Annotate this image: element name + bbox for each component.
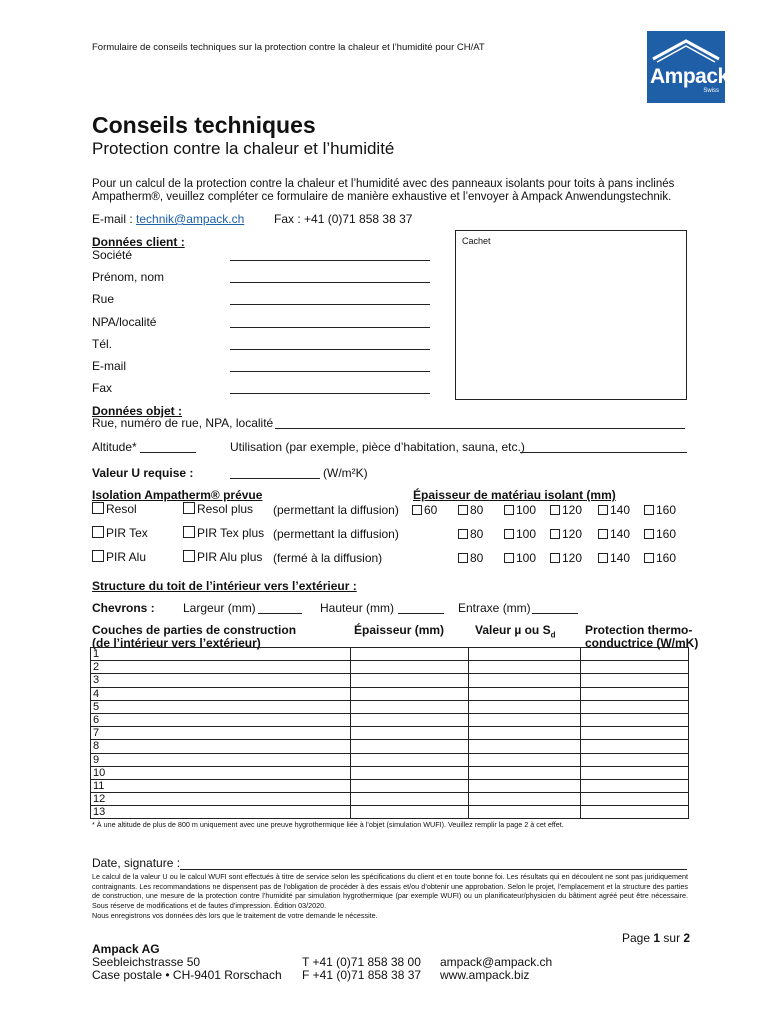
row-number[interactable]: 7 xyxy=(91,727,351,740)
row-number[interactable]: 2 xyxy=(91,661,351,674)
footer-postbox: Case postale • CH-9401 Rorschach xyxy=(92,968,282,982)
option-resol[interactable]: Resol xyxy=(92,502,137,516)
usage-input[interactable] xyxy=(520,439,687,453)
table-row xyxy=(91,766,689,779)
table-cell[interactable] xyxy=(351,766,469,779)
table-cell[interactable] xyxy=(581,700,689,713)
col-layers-header: Couches de parties de construction xyxy=(92,623,297,637)
checkbox-icon[interactable] xyxy=(644,529,654,539)
contact-email xyxy=(92,212,244,226)
table-cell[interactable] xyxy=(351,700,469,713)
table-row xyxy=(91,727,689,740)
row-number[interactable]: 10 xyxy=(91,766,351,779)
client-field-input[interactable] xyxy=(230,336,430,350)
client-field-label: Société xyxy=(92,248,133,262)
table-row xyxy=(91,779,689,792)
checkbox-icon[interactable] xyxy=(92,526,104,538)
table-cell[interactable] xyxy=(351,806,469,819)
checkbox-icon[interactable] xyxy=(183,502,195,514)
checkbox-icon[interactable] xyxy=(183,550,195,562)
largeur-input[interactable] xyxy=(258,600,302,614)
page-subtitle: Protection contre la chaleur et l’humidité xyxy=(92,139,395,158)
size-option[interactable]: 140 xyxy=(598,527,630,541)
footer-email[interactable]: ampack@ampack.ch xyxy=(440,955,553,969)
client-field-label: E-mail xyxy=(92,359,127,373)
checkbox-icon[interactable] xyxy=(504,553,514,563)
table-cell[interactable] xyxy=(581,779,689,792)
size-option[interactable]: 120 xyxy=(550,527,582,541)
table-row xyxy=(91,753,689,766)
table-cell[interactable] xyxy=(581,661,689,674)
checkbox-icon[interactable] xyxy=(504,505,514,515)
client-field-input[interactable] xyxy=(230,247,430,261)
layers-table xyxy=(90,647,689,819)
size-option[interactable]: 80 xyxy=(458,503,483,517)
altitude-label: Altitude* xyxy=(92,440,137,454)
row-number[interactable]: 4 xyxy=(91,687,351,700)
structure-heading: Structure du toit de l’intérieur vers l’extérieur : xyxy=(92,579,357,593)
checkbox-icon[interactable] xyxy=(412,505,422,515)
table-cell[interactable] xyxy=(469,740,581,753)
size-option[interactable]: 140 xyxy=(598,551,630,565)
checkbox-icon[interactable] xyxy=(183,526,195,538)
option-note: (fermé à la diffusion) xyxy=(273,551,383,565)
checkbox-icon[interactable] xyxy=(598,505,608,515)
checkbox-icon[interactable] xyxy=(92,550,104,562)
col-thickness-header: Épaisseur (mm) xyxy=(354,623,445,637)
size-option[interactable]: 60 xyxy=(412,503,437,517)
table-cell[interactable] xyxy=(469,766,581,779)
table-cell[interactable] xyxy=(351,779,469,792)
table-row xyxy=(91,740,689,753)
signature-label: Date, signature : xyxy=(92,856,181,870)
option-pir-alu[interactable]: PIR Alu xyxy=(92,550,146,564)
page-title: Conseils techniques xyxy=(92,112,316,138)
table-cell[interactable] xyxy=(581,648,689,661)
option-note: (permettant la diffusion) xyxy=(273,503,399,517)
table-cell[interactable] xyxy=(469,806,581,819)
size-option[interactable]: 100 xyxy=(504,551,536,565)
size-option[interactable]: 140 xyxy=(598,503,630,517)
intro-line-2: Ampatherm®, veuillez compléter ce formulaire de manière exhaustive et l’envoyer à Ampack Anwendungstechnik. xyxy=(92,191,672,203)
checkbox-icon[interactable] xyxy=(504,529,514,539)
row-number[interactable]: 13 xyxy=(91,806,351,819)
table-row xyxy=(91,713,689,726)
checkbox-icon[interactable] xyxy=(458,529,468,539)
client-field-label: Tél. xyxy=(92,337,113,351)
table-cell[interactable] xyxy=(581,713,689,726)
checkbox-icon[interactable] xyxy=(458,505,468,515)
col-lambda-header-sub: conductrice (W/mK) xyxy=(585,636,699,650)
table-cell[interactable] xyxy=(351,674,469,687)
footer-street: Seebleichstrasse 50 xyxy=(92,955,201,969)
intro-line-1: Pour un calcul de la protection contre la chaleur et l’humidité avec des panneaux isolants pour toits à pans inclinés xyxy=(92,178,675,190)
table-cell[interactable] xyxy=(469,753,581,766)
table-row xyxy=(91,700,689,713)
roof-icon xyxy=(647,35,725,65)
checkbox-icon[interactable] xyxy=(458,553,468,563)
table-cell[interactable] xyxy=(469,661,581,674)
table-cell[interactable] xyxy=(581,793,689,806)
email-link[interactable]: technik@ampack.ch xyxy=(136,212,245,226)
hauteur-input[interactable] xyxy=(398,600,444,614)
table-cell[interactable] xyxy=(351,753,469,766)
table-cell[interactable] xyxy=(581,806,689,819)
col-lambda-header: Protection thermo- xyxy=(585,623,693,637)
table-row xyxy=(91,806,689,819)
client-field-label: NPA/localité xyxy=(92,315,157,329)
logo-subtext: Swiss xyxy=(703,88,719,94)
table-cell[interactable] xyxy=(469,648,581,661)
size-option[interactable]: 120 xyxy=(550,551,582,565)
size-option[interactable]: 80 xyxy=(458,527,483,541)
client-field-input[interactable] xyxy=(230,358,430,372)
address-input[interactable] xyxy=(275,415,685,429)
size-option[interactable]: 100 xyxy=(504,527,536,541)
col-layers-header-sub: (de l’intérieur vers l’extérieur) xyxy=(92,636,261,650)
table-cell[interactable] xyxy=(351,740,469,753)
row-number[interactable]: 5 xyxy=(91,700,351,713)
footer-web[interactable]: www.ampack.biz xyxy=(440,968,530,982)
ampack-logo xyxy=(647,31,729,103)
footer-fax: F +41 (0)71 858 38 37 xyxy=(302,968,422,982)
size-option[interactable]: 100 xyxy=(504,503,536,517)
table-row xyxy=(91,648,689,661)
table-cell[interactable] xyxy=(581,740,689,753)
footnote: * À une altitude de plus de 800 m uniquement avec une preuve hygrothermique liée à l’objet (simulation WUFI). Veuillez remplir la page 2 à cet effet. xyxy=(92,820,564,829)
size-option[interactable]: 160 xyxy=(644,551,676,565)
client-field-input[interactable] xyxy=(230,269,430,283)
cachet-label: Cachet xyxy=(462,236,491,246)
cachet-box xyxy=(455,230,687,400)
table-cell[interactable] xyxy=(469,793,581,806)
client-field-label: Fax xyxy=(92,381,113,395)
table-row xyxy=(91,687,689,700)
table-cell[interactable] xyxy=(469,713,581,726)
altitude-input[interactable] xyxy=(140,439,196,453)
email-label: E-mail : xyxy=(92,212,137,226)
row-number[interactable]: 12 xyxy=(91,793,351,806)
table-cell[interactable] xyxy=(469,779,581,792)
address-label: Rue, numéro de rue, NPA, localité xyxy=(92,416,274,430)
size-option[interactable]: 160 xyxy=(644,527,676,541)
row-number[interactable]: 11 xyxy=(91,779,351,792)
table-row xyxy=(91,674,689,687)
entraxe-input[interactable] xyxy=(532,600,578,614)
footer-company: Ampack AG xyxy=(92,942,160,956)
object-heading: Données objet : xyxy=(92,404,183,418)
col-mu-header: Valeur µ ou $S_d$ xyxy=(475,623,556,640)
row-number[interactable]: 1 xyxy=(91,648,351,661)
table-cell[interactable] xyxy=(351,727,469,740)
table-cell[interactable] xyxy=(351,661,469,674)
u-value-input[interactable] xyxy=(230,465,320,479)
option-note: (permettant la diffusion) xyxy=(273,527,399,541)
client-field-input[interactable] xyxy=(230,291,430,305)
size-option[interactable]: 80 xyxy=(458,551,483,565)
size-option[interactable]: 160 xyxy=(644,503,676,517)
table-cell[interactable] xyxy=(351,793,469,806)
table-cell[interactable] xyxy=(581,727,689,740)
checkbox-icon[interactable] xyxy=(644,553,654,563)
table-row xyxy=(91,661,689,674)
table-cell[interactable] xyxy=(469,727,581,740)
table-cell[interactable] xyxy=(351,687,469,700)
insulation-heading: Isolation Ampatherm® prévue xyxy=(92,488,263,502)
row-number[interactable]: 9 xyxy=(91,753,351,766)
checkbox-icon[interactable] xyxy=(92,502,104,514)
u-value-unit: (W/m²K) xyxy=(323,466,368,480)
row-number[interactable]: 6 xyxy=(91,713,351,726)
largeur-label: Largeur (mm) xyxy=(183,601,256,615)
row-number[interactable]: 3 xyxy=(91,674,351,687)
client-field-input[interactable] xyxy=(230,380,430,394)
thickness-heading: Épaisseur de matériau isolant (mm) xyxy=(413,488,616,502)
size-option[interactable]: 120 xyxy=(550,503,582,517)
client-heading: Données client : xyxy=(92,235,185,249)
page-number: Page 1 sur 2 xyxy=(622,931,691,945)
running-header: Formulaire de conseils techniques sur la protection contre la chaleur et l’humidité pour CH/AT xyxy=(92,42,485,53)
option-pir-tex-plus[interactable]: PIR Tex plus xyxy=(183,526,264,540)
option-pir-alu-plus[interactable]: PIR Alu plus xyxy=(183,550,262,564)
signature-input[interactable] xyxy=(180,856,687,870)
privacy-note: Nous enregistrons vos données dès lors que le traitement de votre demande le nécessite. xyxy=(92,911,378,920)
table-cell[interactable] xyxy=(469,700,581,713)
usage-label: Utilisation (par exemple, pièce d’habitation, sauna, etc.) xyxy=(230,440,525,454)
table-cell[interactable] xyxy=(351,648,469,661)
checkbox-icon[interactable] xyxy=(598,529,608,539)
table-cell[interactable] xyxy=(351,713,469,726)
u-value-label: Valeur U requise : xyxy=(92,466,194,480)
checkbox-icon[interactable] xyxy=(598,553,608,563)
logo-wordmark: Ampack xyxy=(650,65,729,88)
checkbox-icon[interactable] xyxy=(550,553,560,563)
option-resol-plus[interactable]: Resol plus xyxy=(183,502,253,516)
entraxe-label: Entraxe (mm) xyxy=(458,601,531,615)
checkbox-icon[interactable] xyxy=(550,529,560,539)
client-field-label: Prénom, nom xyxy=(92,270,165,284)
hauteur-label: Hauteur (mm) xyxy=(320,601,395,615)
row-number[interactable]: 8 xyxy=(91,740,351,753)
table-cell[interactable] xyxy=(469,687,581,700)
client-field-input[interactable] xyxy=(230,314,430,328)
table-cell[interactable] xyxy=(581,766,689,779)
chevrons-label: Chevrons : xyxy=(92,601,155,615)
table-row xyxy=(91,793,689,806)
option-pir-tex[interactable]: PIR Tex xyxy=(92,526,148,540)
checkbox-icon[interactable] xyxy=(644,505,654,515)
table-cell[interactable] xyxy=(469,674,581,687)
table-cell[interactable] xyxy=(581,674,689,687)
contact-fax: Fax : +41 (0)71 858 38 37 xyxy=(274,212,413,226)
disclaimer: Le calcul de la valeur U ou le calcul WUFI sont effectués à titre de service selon les spécifications du client et en toute bonne foi. Les résultats qui en découlent ne sont pas juridiquement contraignants. Les recommandations ne dispensent pas de l’obligation de procéder à des essais et/ou d’obtenir une approbation. Selon le projet, l’emplacement et la structure des parties de construction, une mesure de la protection contre l’humidité par simulation hygrothermique (par exemple WUFI) ou un planificateur/physicien du bâtiment agréé peut être nécessaire. Sous réserve de modifications et de fautes d’impression. Édition 03/2020. xyxy=(92,872,688,910)
table-cell[interactable] xyxy=(581,687,689,700)
checkbox-icon[interactable] xyxy=(550,505,560,515)
table-cell[interactable] xyxy=(581,753,689,766)
footer-tel: T +41 (0)71 858 38 00 xyxy=(302,955,421,969)
client-field-label: Rue xyxy=(92,292,115,306)
